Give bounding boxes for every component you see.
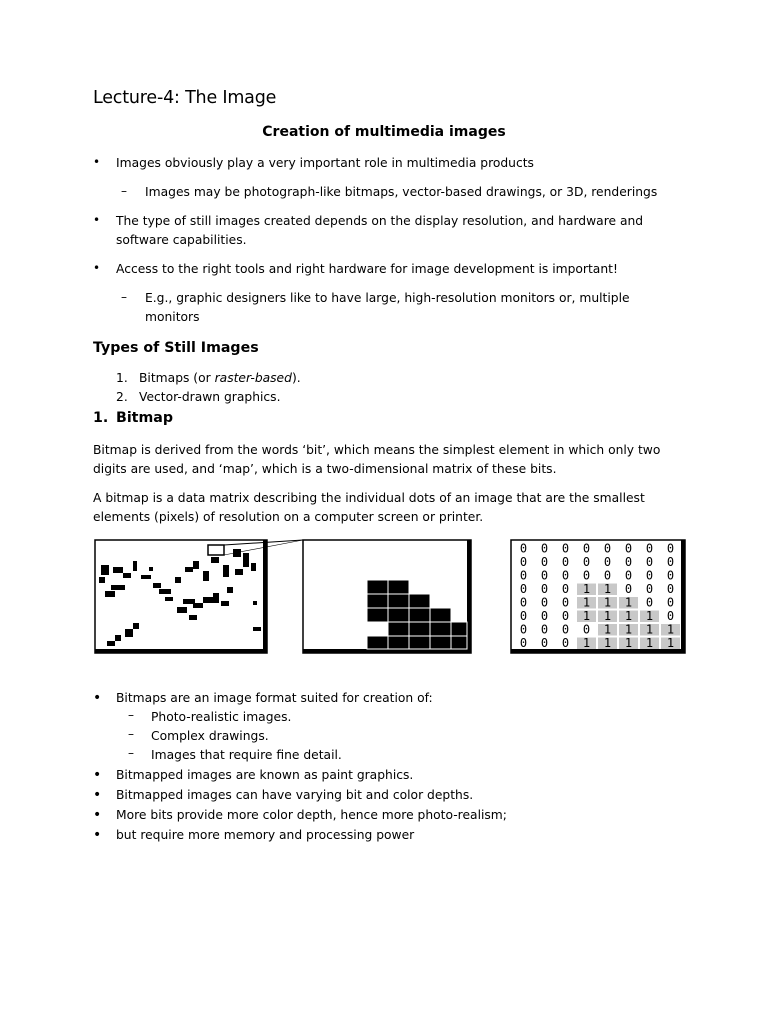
matrix-cell: 0 xyxy=(582,541,591,556)
matrix-cell: 0 xyxy=(582,622,591,637)
list-number: 1. xyxy=(116,371,128,385)
matrix-cell: 0 xyxy=(624,568,633,583)
list-item-vector: Vector-drawn graphics. xyxy=(139,390,281,404)
sub-bullet-text: Images that require fine detail. xyxy=(151,748,342,762)
matrix-cell: 1 xyxy=(582,595,591,610)
matrix-cell: 1 xyxy=(624,636,633,650)
bullet-marker: • xyxy=(93,155,101,169)
matrix-cell: 0 xyxy=(519,555,528,569)
bullet-marker: • xyxy=(93,787,102,803)
matrix-cell: 0 xyxy=(540,609,549,623)
matrix-cell: 0 xyxy=(561,582,570,596)
matrix-cell: 0 xyxy=(561,555,570,569)
matrix-cell: 1 xyxy=(645,609,654,623)
matrix-cell: 1 xyxy=(603,582,612,596)
bullet-text: but require more memory and processing power xyxy=(116,828,415,842)
matrix-cell: 0 xyxy=(603,568,612,583)
matrix-cell: 0 xyxy=(666,595,675,610)
paragraph-line: Bitmap is derived from the words ‘bit’, which means the simplest element in which only two xyxy=(93,443,661,457)
bullet-marker: • xyxy=(93,807,102,823)
bullet-marker: • xyxy=(93,827,102,843)
matrix-cell: 0 xyxy=(603,541,612,556)
dash-marker: – xyxy=(128,746,134,760)
matrix-cell: 0 xyxy=(540,622,549,637)
matrix-cell: 0 xyxy=(666,541,675,556)
bullet-text: The type of still images created depends on the display resolution, and hardware and xyxy=(116,214,644,228)
matrix-cell: 0 xyxy=(561,595,570,610)
section-heading-creation: Creation of multimedia images xyxy=(262,124,506,140)
matrix-cell: 0 xyxy=(582,555,591,569)
matrix-cell: 1 xyxy=(624,622,633,637)
matrix-cell: 0 xyxy=(666,555,675,569)
dash-marker: – xyxy=(121,290,127,304)
matrix-cell: 0 xyxy=(519,582,528,596)
matrix-cell: 0 xyxy=(624,582,633,596)
matrix-cell: 0 xyxy=(540,595,549,610)
list-item-emphasis: raster-based xyxy=(214,371,292,385)
bullet-text: Bitmapped images can have varying bit and color depths. xyxy=(116,788,474,802)
dash-marker: – xyxy=(128,727,134,741)
matrix-cell: 1 xyxy=(666,636,675,650)
bullet-marker: • xyxy=(93,767,102,783)
matrix-cell: 0 xyxy=(645,555,654,569)
paragraph-line: A bitmap is a data matrix describing the individual dots of an image that are the smallest xyxy=(93,491,645,505)
section-number: 1. xyxy=(93,410,109,426)
matrix-cell: 1 xyxy=(645,636,654,650)
matrix-cell: 0 xyxy=(603,555,612,569)
list-item-text: Bitmaps (or xyxy=(139,371,215,385)
matrix-cell: 0 xyxy=(561,541,570,556)
matrix-cell: 0 xyxy=(519,595,528,610)
matrix-cell: 0 xyxy=(666,582,675,596)
sub-bullet-text: E.g., graphic designers like to have large, high-resolution monitors or, multiple xyxy=(145,291,630,305)
matrix-cell: 1 xyxy=(582,636,591,650)
matrix-cell: 0 xyxy=(582,568,591,583)
pixelated-image-panel xyxy=(95,540,303,653)
matrix-cell: 0 xyxy=(666,568,675,583)
list-item-bitmaps xyxy=(139,369,301,389)
matrix-cell: 0 xyxy=(519,568,528,583)
zoomed-pixel-panel xyxy=(303,540,471,653)
matrix-cell: 0 xyxy=(624,541,633,556)
matrix-cell: 0 xyxy=(540,568,549,583)
matrix-cell: 1 xyxy=(603,622,612,637)
matrix-cell: 0 xyxy=(624,555,633,569)
section-heading-types: Types of Still Images xyxy=(93,340,259,356)
matrix-cell: 0 xyxy=(519,609,528,623)
sub-bullet-text: Photo-realistic images. xyxy=(151,710,292,724)
matrix-cell: 1 xyxy=(582,609,591,623)
matrix-cell: 0 xyxy=(540,582,549,596)
matrix-cell: 1 xyxy=(603,636,612,650)
matrix-cell: 0 xyxy=(561,622,570,637)
matrix-cell: 1 xyxy=(603,609,612,623)
matrix-cell: 1 xyxy=(603,595,612,610)
bullet-text: More bits provide more color depth, hence more photo-realism; xyxy=(116,808,507,822)
matrix-cell: 0 xyxy=(519,622,528,637)
paragraph-line: elements (pixels) of resolution on a computer screen or printer. xyxy=(93,510,484,524)
matrix-cell: 1 xyxy=(624,595,633,610)
section-heading-bitmap: Bitmap xyxy=(116,410,173,426)
matrix-cell: 1 xyxy=(645,622,654,637)
bullet-text-continuation: software capabilities. xyxy=(116,233,247,247)
matrix-cell: 0 xyxy=(645,582,654,596)
matrix-cell: 1 xyxy=(666,622,675,637)
bullet-marker: • xyxy=(93,261,101,275)
matrix-cell: 0 xyxy=(666,609,675,623)
sub-bullet-text: Complex drawings. xyxy=(151,729,269,743)
matrix-cell: 1 xyxy=(624,609,633,623)
matrix-cell: 0 xyxy=(645,568,654,583)
bullet-marker: • xyxy=(93,690,102,706)
list-number: 2. xyxy=(116,390,128,404)
matrix-cell: 0 xyxy=(519,541,528,556)
bitmap-figure xyxy=(93,537,688,657)
matrix-cell: 0 xyxy=(561,609,570,623)
matrix-cell: 0 xyxy=(561,636,570,650)
matrix-cell: 0 xyxy=(540,555,549,569)
page-title: Lecture-4: The Image xyxy=(93,88,277,108)
matrix-cell: 1 xyxy=(582,582,591,596)
bullet-text: Bitmaps are an image format suited for creation of: xyxy=(116,691,433,705)
matrix-cell: 0 xyxy=(540,541,549,556)
bullet-text: Access to the right tools and right hardware for image development is important! xyxy=(116,262,618,276)
bullet-text: Images obviously play a very important role in multimedia products xyxy=(116,156,534,170)
list-item-text: ). xyxy=(291,371,301,385)
dash-marker: – xyxy=(128,708,134,722)
matrix-cell: 0 xyxy=(645,541,654,556)
matrix-cell: 0 xyxy=(540,636,549,650)
sub-bullet-text-continuation: monitors xyxy=(145,310,200,324)
bullet-text: Bitmapped images are known as paint graphics. xyxy=(116,768,414,782)
sub-bullet-text: Images may be photograph-like bitmaps, vector-based drawings, or 3D, renderings xyxy=(145,185,658,199)
matrix-cell: 0 xyxy=(519,636,528,650)
paragraph-line: digits are used, and ‘map’, which is a two-dimensional matrix of these bits. xyxy=(93,462,557,476)
bit-matrix-panel xyxy=(511,540,685,653)
bullet-marker: • xyxy=(93,213,101,227)
matrix-cell: 0 xyxy=(561,568,570,583)
dash-marker: – xyxy=(121,184,127,198)
matrix-cell: 0 xyxy=(645,595,654,610)
